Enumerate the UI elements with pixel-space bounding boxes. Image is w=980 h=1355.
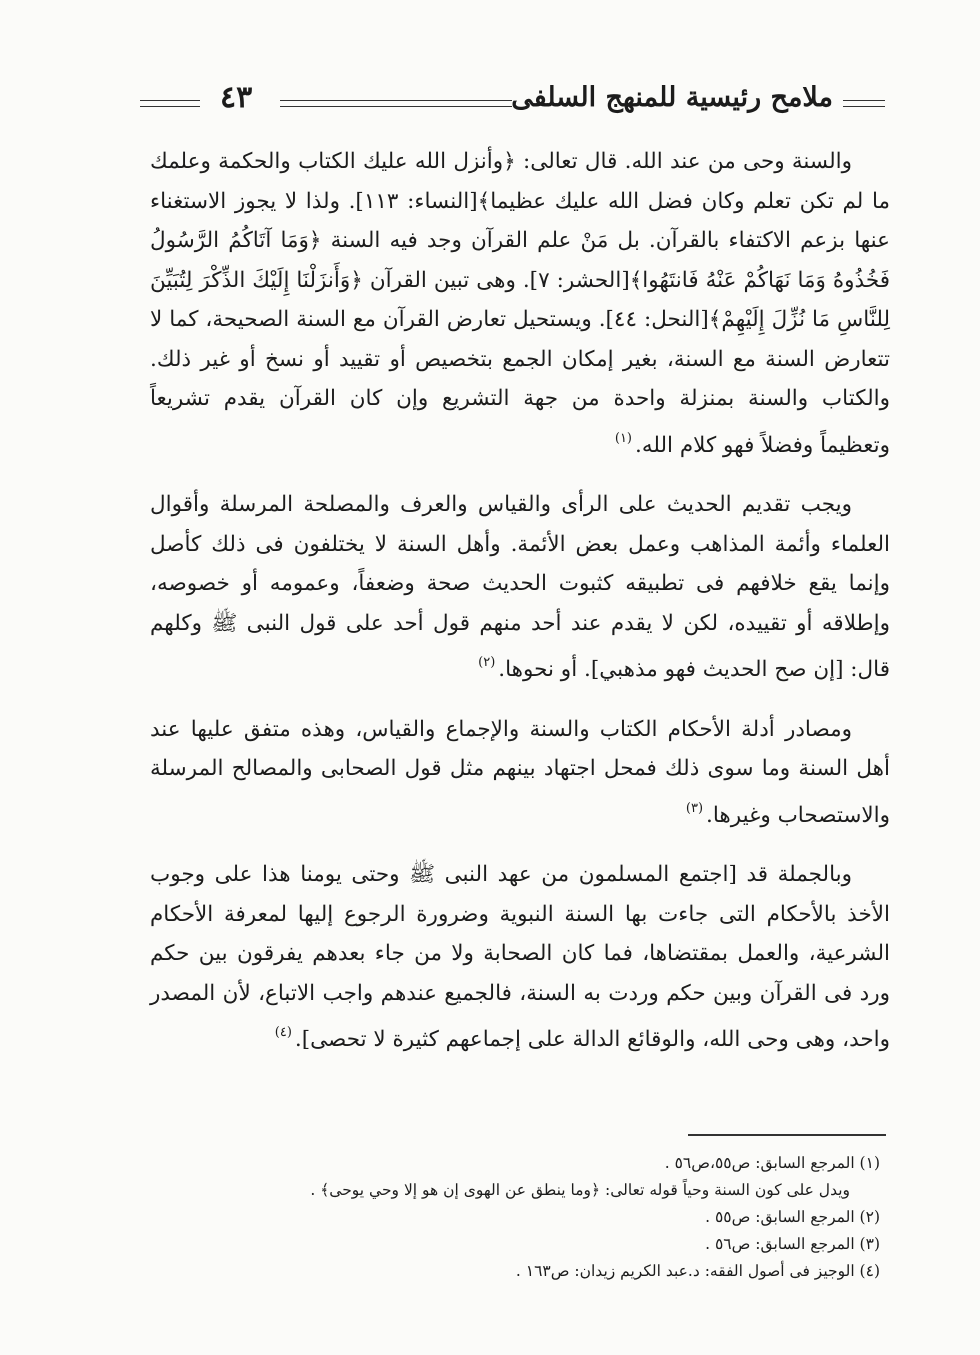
footnote-ref-4[interactable]: (٤) <box>274 1025 292 1040</box>
header-rule-right-lower <box>843 106 885 107</box>
footnote-3: (٣) المرجع السابق: ص٥٦ . <box>705 1235 880 1253</box>
main-text <box>150 142 890 1080</box>
header-rule-middle-lower <box>280 106 512 107</box>
footnote-1: (١) المرجع السابق: ص٥٥،ص٥٦ . <box>664 1154 880 1172</box>
paragraph-2 <box>150 485 890 690</box>
header-title: ملامح رئيسية للمنهج السلفى <box>511 82 833 113</box>
footnote-ref-1[interactable]: (١) <box>614 430 632 446</box>
header-rule-middle <box>280 100 512 101</box>
footnotes <box>200 1150 880 1285</box>
footnote-4: (٤) الوجيز فى أصول الفقه: د.عبد الكريم زيدان: ص١٦٣ . <box>515 1262 880 1280</box>
header-rule-left-lower <box>140 106 200 107</box>
footnote-separator <box>688 1134 886 1136</box>
header-rule-right <box>843 100 885 101</box>
paragraph-3-text: ومصادر أدلة الأحكام الكتاب والسنة والإجماع والقياس، وهذه متفق عليها عند أهل السنة وما سوى ذلك فمحل اجتهاد بينهم مثل قول الصحابى والمصالح المرسلة والاستصحاب وغيرها. <box>150 716 890 828</box>
page-number: ٤٣ <box>220 80 253 115</box>
header-rule-left <box>140 100 200 101</box>
paragraph-3 <box>150 710 890 836</box>
footnote-1-continuation: ويدل على كون السنة وحياً قوله تعالى: ﴿وما ينطق عن الهوى إن هو إلا وحي يوحى﴾ . <box>310 1181 850 1199</box>
paragraph-2-text: ويجب تقديم الحديث على الرأى والقياس والعرف والمصلحة المرسلة وأقوال العلماء وأئمة المذاهب وعمل بعض الأئمة. وأهل السنة لا يختلفون فى ذلك كأصل وإنما يقع خلافهم فى تطبيقه كثبوت الحديث صحة وضعفاً، وعمومه أو خصوصه، وإطلاقه أو تقييده، لكن لا يقدم عند أحد منهم قول أحد على قول النبى ﷺ وكلهم قال: [إن صح الحديث فهو مذهبي]. أو نحوها. <box>150 492 890 682</box>
footnote-2: (٢) المرجع السابق: ص٥٥ . <box>705 1208 880 1226</box>
paragraph-1-text: والسنة وحى من عند الله. قال تعالى: ﴿وأنزل الله عليك الكتاب والحكمة وعلمك ما لم تكن تعلم وكان فضل الله عليك عظيما﴾[النساء: ١١٣]. ولذا لا يجوز الاستغناء عنها بزعم الاكتفاء بالقرآن. بل مَنْ علم القرآن وجد فيه السنة ﴿وَمَا آتَاكُمُ الرَّسُولُ فَخُذُوهُ وَمَا نَهَاكُمْ عَنْهُ فَانتَهُوا﴾[الحشر: ٧]. وهى تبين القرآن ﴿وَأَنزَلْنَا إِلَيْكَ الذِّكْرَ لِتُبَيِّنَ لِلنَّاسِ مَا نُزِّلَ إِلَيْهِمْ﴾[النحل: ٤٤]. ويستحيل تعارض القرآن مع السنة الصحيحة، كما لا تتعارض السنة مع السنة، بغير إمكان الجمع بتخصيص أو تقييد أو نسخ أو غير ذلك. والكتاب والسنة بمنزلة واحدة من جهة التشريع وإن كان القرآن يقدم تشريعاً وتعظيماً وفضلاً فهو كلام الله. <box>150 149 891 458</box>
paragraph-4-text: وبالجملة قد [اجتمع المسلمون من عهد النبى ﷺ وحتى يومنا هذا على وجوب الأخذ بالأحكام التى جاءت بها السنة النبوية وضرورة الرجوع إليها لمعرفة الأحكام الشرعية، والعمل بمقتضاها، فما كان الصحابة ولا من جاء بعدهم يفرقون بين حكم ورد فى القرآن وبين حكم وردت به السنة، فالجميع عندهم واجب الاتباع، لأن المصدر واحد، وهى وحى الله، والوقائع الدالة على إجماعهم كثيرة لا تحصى]. <box>150 862 890 1052</box>
running-header <box>140 80 885 126</box>
paragraph-1 <box>150 142 890 465</box>
paragraph-4 <box>150 855 890 1060</box>
footnote-ref-3[interactable]: (٣) <box>685 800 704 816</box>
footnote-ref-2[interactable]: (٢) <box>478 655 496 670</box>
